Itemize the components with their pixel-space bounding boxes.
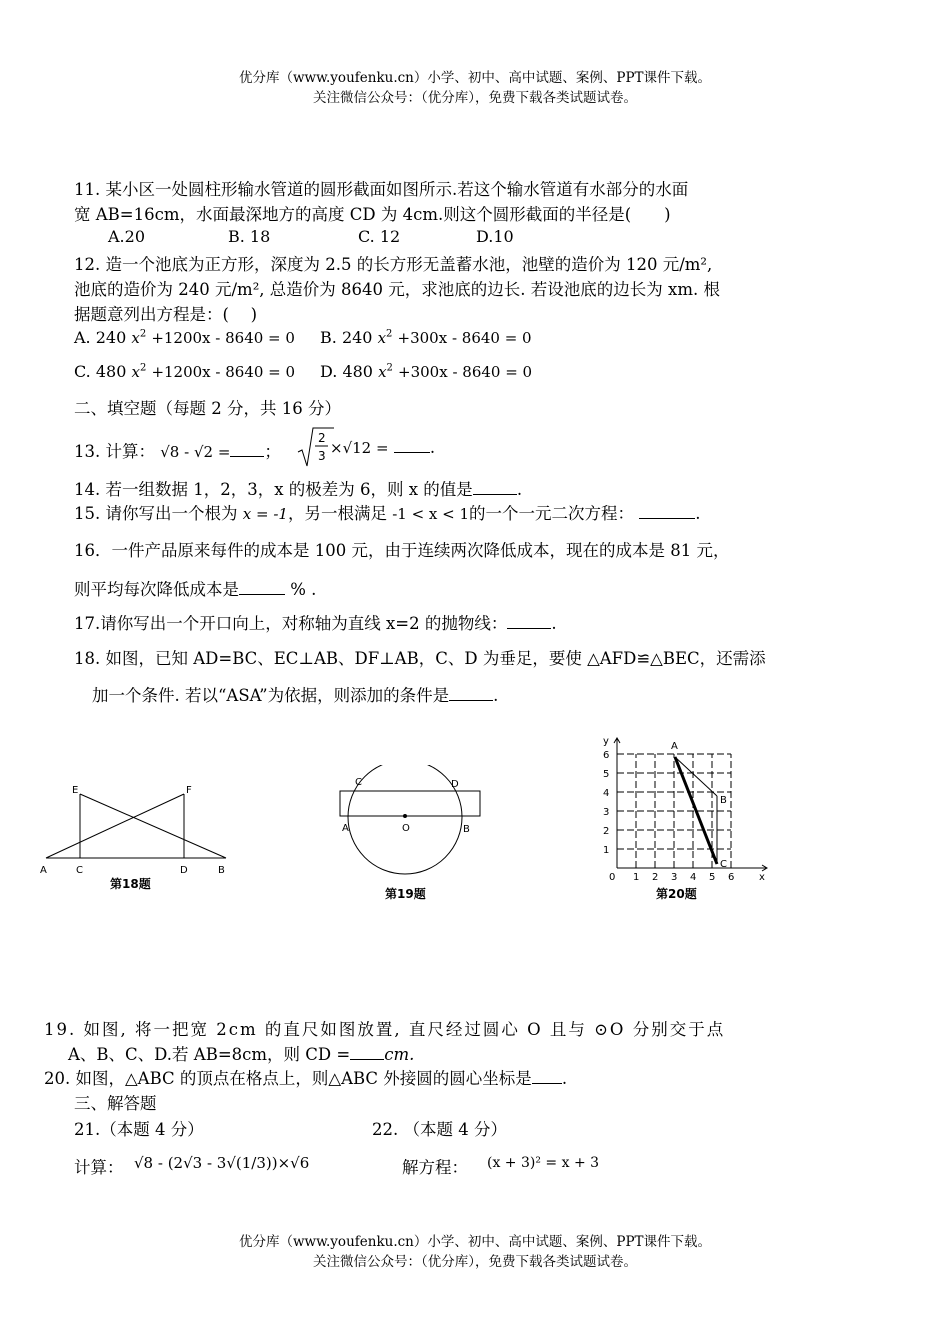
q16-line-2: 则平均每次降低成本是 % . [74, 580, 317, 599]
q12-line-3: 据题意列出方程是：( ) [74, 305, 258, 324]
q11-option-b: B. 18 [228, 227, 271, 246]
fig20-y-tick: 1 [603, 845, 610, 856]
fig20-x-tick: 6 [728, 872, 735, 883]
q12-line-1: 12. 造一个池底为正方形，深度为 2.5 的长方形无盖蓄水池，池壁的造价为 120 元/m², [74, 255, 713, 274]
fig18-label-c: C [76, 865, 83, 876]
fig20-point-b: B [720, 795, 727, 806]
fig20-x-tick: 4 [690, 872, 697, 883]
q12-option-c: C. 480 $x^2 +1200x - 8640 = 0$ [74, 362, 296, 381]
fig18-label-a: A [40, 865, 47, 876]
figure-18 [30, 780, 240, 900]
svg-text:3: 3 [318, 449, 326, 463]
q19-line-2: A、B、C、D.若 AB=8cm，则 CD = cm. [68, 1045, 415, 1064]
q12-option-b: B. 240 $x^2 +300x - 8640 = 0$ [320, 328, 532, 347]
q18-line-2: 加一个条件. 若以“ASA”为依据，则添加的条件是 . [92, 686, 499, 705]
fig20-point-c: C [720, 859, 727, 870]
q19-line-1: 19. 如图, 将一把宽 2cm 的直尺如图放置, 直尺经过圆心 O 且与 ⊙O 分别交于点 [44, 1020, 726, 1039]
q18-line-1: 18. 如图，已知 AD=BC、EC⊥AB、DF⊥AB，C、D 为垂足，要使 △AFD≌△BEC，还需添 [74, 649, 766, 668]
footer-line-1: 优分库（www.youfenku.cn）小学、初中、高中试题、案例、PPT课件下载。 [238, 1234, 712, 1250]
fig18-label-d: D [180, 865, 188, 876]
fig19-label-c: C [355, 777, 362, 788]
fig18-caption: 第18题 [110, 877, 151, 891]
fig20-x-label: x [759, 872, 765, 883]
fig20-x-tick: 5 [709, 872, 716, 883]
q21-prefix: 计算： [74, 1158, 124, 1177]
q14: 14. 若一组数据 1，2，3，x 的极差为 6，则 x 的值是 . [74, 480, 523, 499]
figure-20 [595, 730, 775, 910]
q12-line-2: 池底的造价为 240 元/m², 总造价为 8640 元，求池底的边长. 若设池底的边长为 xm. 根 [74, 280, 720, 299]
q12-option-a: A. 240 $x^2 +1200x - 8640 = 0$ [74, 328, 295, 347]
q13: 13. 计算： √8 - √2 = ； [74, 442, 281, 461]
q21-title: 21.（本题 4 分） [74, 1120, 204, 1139]
section-2-heading: 二、填空题（每题 2 分，共 16 分） [74, 399, 341, 418]
fig20-y-label: y [603, 736, 609, 747]
q11-line-2: 宽 AB=16cm，水面最深地方的高度 CD 为 4cm.则这个圆形截面的半径是( ) [74, 205, 671, 224]
fig19-caption: 第19题 [385, 887, 426, 901]
fig19-label-b: B [463, 824, 470, 835]
q11-option-c: C. 12 [358, 227, 401, 246]
q22-prefix: 解方程： [402, 1158, 468, 1177]
header-line-1: 优分库（www.youfenku.cn）小学、初中、高中试题、案例、PPT课件下载。 [238, 70, 712, 86]
figure-19 [330, 765, 495, 910]
fig20-y-tick: 3 [603, 807, 610, 818]
fig20-y-tick: 5 [603, 769, 610, 780]
header-line-2: 关注微信公众号：（优分库），免费下载各类试题试卷。 [313, 90, 637, 106]
svg-text:2: 2 [318, 431, 326, 445]
section-3-heading: 三、解答题 [74, 1094, 157, 1113]
q22-equation: (x + 3)² = x + 3 [487, 1155, 600, 1171]
fig19-label-d: D [451, 779, 459, 790]
fig20-origin: 0 [609, 872, 616, 883]
fig20-x-tick: 3 [671, 872, 678, 883]
q12-option-d: D. 480 $x^2 +300x - 8640 = 0$ [320, 362, 533, 381]
fig18-label-b: B [218, 865, 225, 876]
fig20-y-tick: 4 [603, 788, 610, 799]
fig20-caption: 第20题 [656, 887, 697, 901]
q15: 15. 请你写出一个根为 x = -1，另一根满足 -1 < x < 1的一个一元二次方程： . [74, 504, 701, 523]
fig19-label-a: A [342, 823, 349, 834]
fig18-label-e: E [72, 785, 79, 796]
q11-option-a: A.20 [108, 227, 145, 246]
fig20-y-tick: 2 [603, 826, 610, 837]
q17: 17.请你写出一个开口向上，对称轴为直线 x=2 的抛物线： . [74, 614, 557, 633]
fig19-label-o: O [402, 823, 410, 834]
q13-part-2: ×√12 = . [330, 438, 436, 457]
fig20-y-tick: 6 [603, 750, 610, 761]
q11-option-d: D.10 [476, 227, 514, 246]
fig20-point-a: A [671, 741, 678, 752]
q16-line-1: 16．一件产品原来每件的成本是 100 元，由于连续两次降低成本，现在的成本是 81 元， [74, 541, 730, 560]
fig20-x-tick: 1 [633, 872, 640, 883]
q20: 20. 如图，△ABC 的顶点在格点上，则△ABC 外接圆的圆心坐标是 . [44, 1069, 568, 1088]
fig20-x-tick: 2 [652, 872, 659, 883]
q21-expression: √8 - (2√3 - 3√(1/3))×√6 [134, 1154, 310, 1172]
footer-line-2: 关注微信公众号：（优分库），免费下载各类试题试卷。 [313, 1254, 637, 1270]
q22-title: 22. （本题 4 分） [372, 1120, 507, 1139]
fig18-label-f: F [186, 785, 192, 796]
q11-line-1: 11. 某小区一处圆柱形输水管道的圆形截面如图所示.若这个输水管道有水部分的水面 [74, 180, 689, 199]
